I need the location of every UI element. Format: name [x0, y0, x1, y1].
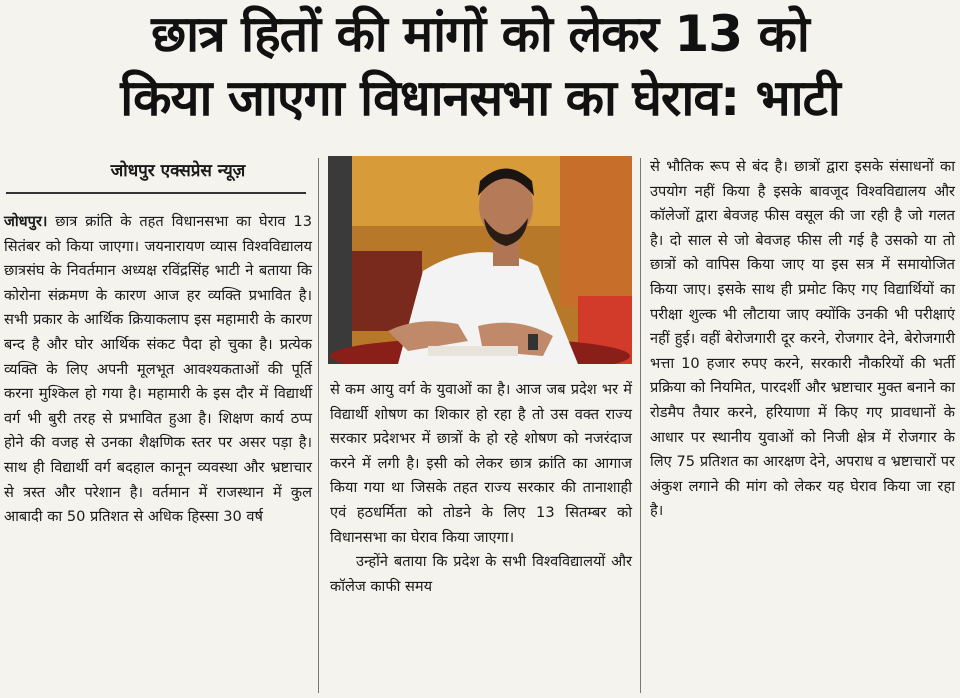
article-column-3: [650, 155, 955, 524]
article-column-2: [330, 378, 632, 599]
column-3-text: से भौतिक रूप से बंद है। छात्रों द्वारा इसके संसाधनों का उपयोग नहीं किया है इसके बावजूद विश्वविद्यालय और कॉलेजों द्वारा बेवजह फीस वसूल की जा रही है जो गलत है। दो साल से जो बेवजह फीस ली गई है उसको या तो छात्रों को वापिस किया जाए या इस सत्र में समायोजित किया जाए। इसके साथ ही प्रमोट किए गए विद्यार्थियों का परीक्षा शुल्क भी लौटाया जाए क्योंकि उनकी भी परीक्षाएं नहीं हुई। वहीं बेरोजगारी दूर करने, रोजगार देने, बेरोजगारी भत्ता 10 हजार रुपए करने, सरकारी नौकरियों की भर्ती प्रक्रिया को नियमित, पारदर्शी और भ्रष्टाचार मुक्त बनाने का रोडमैप तैयार करने, हरियाणा में किए गए प्रावधानों के आधार पर स्थानीय युवाओं को निजी क्षेत्र में रोजगार के लिए 75 प्रतिशत का आरक्षण देने, अपराध व भ्रष्टाचारों पर अंकुश लगाने की मांग को लेकर यह घेराव किया जा रहा है।: [650, 158, 955, 520]
column-1-text: छात्र क्रांति के तहत विधानसभा का घेराव 13 सितंबर को किया जाएगा। जयनारायण व्यास विश्वविद्यालय छात्रसंघ के निवर्तमान अध्यक्ष रविंद्रसिंह भाटी ने बताया कि कोरोना संक्रमण के कारण आज हर व्यक्ति प्रभावित है। सभी प्रकार के आर्थिक क्रियाकलाप इस महामारी के कारण बन्द है और घोर आर्थिक संकट पैदा हो चुका है। प्रत्येक व्यक्ति के लिए अपनी मूलभूत आवश्यकताओं की पूर्ति करना मुश्किल हो गया है। महामारी के इस दौर में विद्यार्थी वर्ग भी बुरी तरह से प्रभावित हुआ है। शिक्षण कार्य ठप्प होने की वजह से उनका शैक्षणिक स्तर पर असर पड़ा है। साथ ही विद्यार्थी वर्ग बदहाल कानून व्यवस्था और भ्रष्टाचार से त्रस्त और परेशान है। वर्तमान में राजस्थान में कुल आबादी का 50 प्रतिशत से अधिक हिस्सा 30 वर्ष: [4, 213, 312, 526]
column-2-paragraph-2: उन्होंने बताया कि प्रदेश के सभी विश्वविद्यालयों और कॉलेज काफी समय: [330, 553, 632, 595]
column-divider-left: [318, 158, 319, 693]
column-divider-right: [640, 158, 641, 693]
column-2-paragraph-1: से कम आयु वर्ग के युवाओं का है। आज जब प्रदेश भर में विद्यार्थी शोषण का शिकार हो रहा है तो उस वक्त राज्य सरकार प्रदेशभर में छात्रों के हो रहे शोषण को नजरंदाज करने में लगी है। इसी को लेकर छात्र क्रांति का आगाज किया गया था जिसके तहत राज्य सरकार की तानाशाही एवं हठधर्मिता को तोडने के लिए 13 सितम्बर को विधानसभा का घेराव किया जाएगा।: [330, 381, 632, 546]
byline-rule: [6, 192, 306, 194]
byline: जोधपुर एक्सप्रेस न्यूज़: [110, 161, 246, 181]
dateline: जोधपुर।: [4, 213, 48, 230]
article-photo: [328, 156, 632, 364]
headline: [0, 2, 960, 130]
headline-line-2: किया जाएगा विधानसभा का घेराव: भाटी: [120, 69, 840, 127]
headline-line-1: छात्र हितों की मांगों को लेकर 13 को: [151, 5, 809, 63]
article-column-1: [4, 210, 312, 530]
